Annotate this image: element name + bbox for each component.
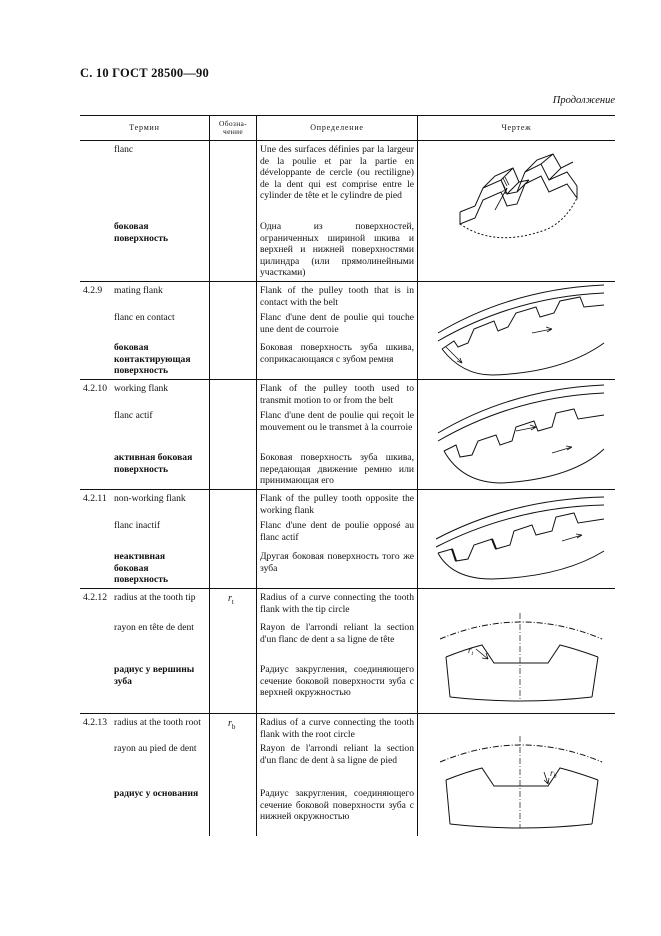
term-fr: flanc <box>114 144 134 155</box>
svg-text:rb: $r_b$ <box>550 768 557 780</box>
symbol-r-t: $r_t$ <box>228 593 234 606</box>
mating-flank-figure <box>432 283 612 378</box>
page-header: С. 10 ГОСТ 28500—90 <box>80 66 209 80</box>
term-number: 4.2.9 <box>83 285 103 296</box>
definition-fr: Flanc d'une dent de poulie opposé au flanc actif <box>260 520 414 543</box>
definition-ru: Радиус закругления, соединяющего сечение боковой поверхности зуба с нижней окружностью <box>260 788 414 822</box>
column-divider <box>256 115 257 836</box>
definition-en: Radius of a curve connecting the tooth flank with the root circle <box>260 717 414 740</box>
definition-ru: Радиус закругления, соединяющего сечение боковой поверхности зуба с верхней окружностью <box>260 664 414 698</box>
row-divider <box>80 379 615 380</box>
definition-fr: Rayon de l'arrondi reliant la section d'un flanc de dent à sa ligne de pied <box>260 743 414 766</box>
definition-fr: Une des surfaces définies par la largeur de la poulie et par la partie en développante de cercle (ou rectiligne) de la dent qui est comprise entre le cylinder de tête et le cylindre de pied <box>260 144 414 201</box>
row-divider <box>80 588 615 589</box>
term-fr: flanc inactif <box>114 520 161 531</box>
term-number: 4.2.11 <box>83 493 107 504</box>
row-divider <box>80 489 615 490</box>
term-fr: rayon au pied de dent <box>114 743 197 754</box>
term-ru: радиус у вершины зуба <box>114 664 195 687</box>
svg-text:rt: $r_t$ <box>468 645 474 657</box>
column-header-definition: Определение <box>310 122 364 132</box>
non-working-flank-figure <box>432 495 612 583</box>
term-ru: боковая поверхность <box>114 221 169 244</box>
row-divider <box>80 281 615 282</box>
row-divider <box>80 713 615 714</box>
term-en: non-working flank <box>114 493 186 504</box>
radius-tip-figure <box>436 605 606 705</box>
term-fr: flanc actif <box>114 410 153 421</box>
term-number: 4.2.10 <box>83 383 107 394</box>
radius-root-figure <box>436 728 606 833</box>
definition-en: Flank of the pulley tooth that is in contact with the belt <box>260 285 414 308</box>
term-en: working flank <box>114 383 169 394</box>
definition-ru: Другая боковая поверхность того же зуба <box>260 551 414 574</box>
definition-fr: Flanc d'une dent de poulie qui reçoit le mouvement ou le transmet à la courroie <box>260 410 414 433</box>
flank-3d-figure <box>455 150 585 250</box>
term-ru: радиус у основания <box>114 788 199 799</box>
term-number: 4.2.13 <box>83 717 107 728</box>
column-header-term: Термин <box>129 122 160 132</box>
working-flank-figure <box>432 383 612 486</box>
definition-ru: Боковая поверхность зуба шкива, передающая движение ремню или принимающая его <box>260 452 414 486</box>
continuation-label: Продолжение <box>552 95 615 106</box>
symbol-r-b: $r_b$ <box>228 718 236 731</box>
term-fr: flanc en contact <box>114 312 175 323</box>
definition-en: Flank of the pulley tooth used to transmit motion to or from the belt <box>260 383 414 406</box>
term-ru: активная боковая поверхность <box>114 452 193 475</box>
definition-fr: Rayon de l'arrondi reliant la section d'un flanc de dent a sa ligne de tête <box>260 622 414 645</box>
term-ru: неактивная боковая поверхность <box>114 551 169 585</box>
definition-ru: Одна из поверхностей, ограниченных шириной шкива и верхней и нижней поверхностями цилиндра (или прямолинейными участками) <box>260 221 414 278</box>
term-en: radius at the tooth root <box>114 717 201 728</box>
table-header-rule <box>80 140 615 141</box>
column-header-drawing: Чертеж <box>501 122 532 132</box>
column-divider <box>417 115 418 836</box>
term-en: mating flank <box>114 285 163 296</box>
definition-en: Flank of the pulley tooth opposite the working flank <box>260 493 414 516</box>
term-fr: rayon en tête de dent <box>114 622 194 633</box>
definition-ru: Боковая поверхность зуба шкива, соприкасающаяся с зубом ремня <box>260 342 414 365</box>
column-header-symbol: Обозна- чение <box>219 118 247 136</box>
column-divider <box>209 115 210 836</box>
definition-en: Radius of a curve connecting the tooth flank with the tip circle <box>260 592 414 615</box>
definition-fr: Flanc d'une dent de poulie qui touche une dent de courroie <box>260 312 414 335</box>
term-ru: боковая контактирующая поверхность <box>114 342 191 376</box>
term-number: 4.2.12 <box>83 592 107 603</box>
term-en: radius at the tooth tip <box>114 592 196 603</box>
